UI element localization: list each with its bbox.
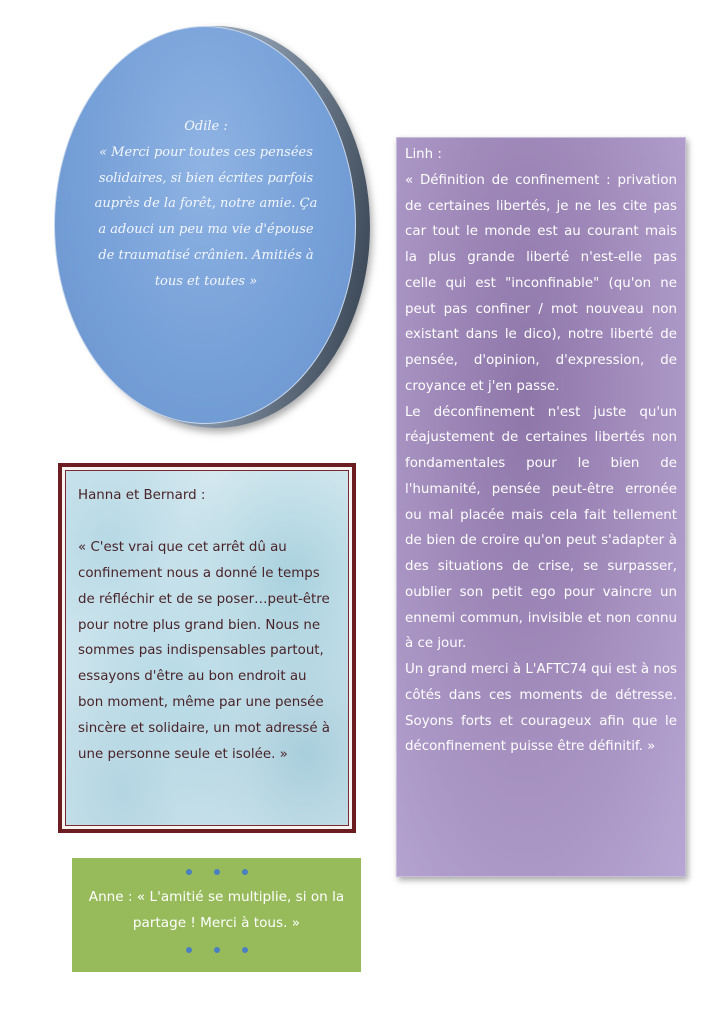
bottom-dots bbox=[72, 947, 361, 953]
odile-testimonial bbox=[94, 114, 318, 295]
hanna-bernard-spacer bbox=[78, 509, 333, 535]
bullet-dot-icon bbox=[242, 947, 248, 953]
anne-box bbox=[72, 858, 361, 972]
linh-paragraph-3: Un grand merci à L'AFTC74 qui est à nos côtés dans ces moments de détresse. Soyons forts et courageux afin que le déconfinement puisse être définitif. » bbox=[405, 662, 677, 755]
top-dots bbox=[72, 869, 361, 875]
bullet-dot-icon bbox=[242, 869, 248, 875]
hanna-bernard-name: Hanna et Bernard : bbox=[78, 488, 206, 503]
linh-paragraph-1: « Définition de confinement : privation de certaines libertés, je ne les cite pas car tout le monde est au courant mais la plus grande liberté n'est-elle pas celle qui est "inconfinable" (qu'on ne peut pas confiner / mot nouveau non existant dans le dico), notre liberté de pensée, d'opinion, d'expression, de croyance et j'en passe. bbox=[405, 172, 677, 394]
linh-testimonial bbox=[405, 142, 677, 760]
linh-paragraph-2: Le déconfinement n'est juste qu'un réajustement de certaines libertés non fondamentales pour le bien de l'humanité, pensée peut-être erronée ou mal placée mais cela fait tellement de bien de croire qu'on peut s'adapter à des situations de crise, se surpasser, oublier son petit ego pour vaincre un ennemi commun, invisible et non connu à ce jour. bbox=[405, 404, 677, 652]
bullet-dot-icon bbox=[214, 869, 220, 875]
anne-quote: Anne : « L'amitié se multiplie, si on la partage ! Merci à tous. » bbox=[88, 889, 345, 931]
odile-quote: « Merci pour toutes ces pensées solidaires, si bien écrites parfois auprès de la forêt, notre amie. Ça a adouci un peu ma vie d'épouse de traumatisé crânien. Amitiés à tous et toutes » bbox=[94, 144, 318, 289]
bullet-dot-icon bbox=[214, 947, 220, 953]
odile-name: Odile : bbox=[184, 119, 228, 134]
bullet-dot-icon bbox=[186, 869, 192, 875]
linh-name: Linh : bbox=[405, 147, 442, 162]
bullet-dot-icon bbox=[186, 947, 192, 953]
hanna-bernard-quote: « C'est vrai que cet arrêt dû au confinement nous a donné le temps de réfléchir et de se poser…peut-être pour notre plus grand bien. Nous ne sommes pas indispensables partout, essayons d'être au bon endroit au bon moment, même par une pensée sincère et solidaire, un mot adressé à une personne seule et isolée. » bbox=[78, 539, 331, 763]
hanna-bernard-testimonial bbox=[78, 483, 333, 768]
